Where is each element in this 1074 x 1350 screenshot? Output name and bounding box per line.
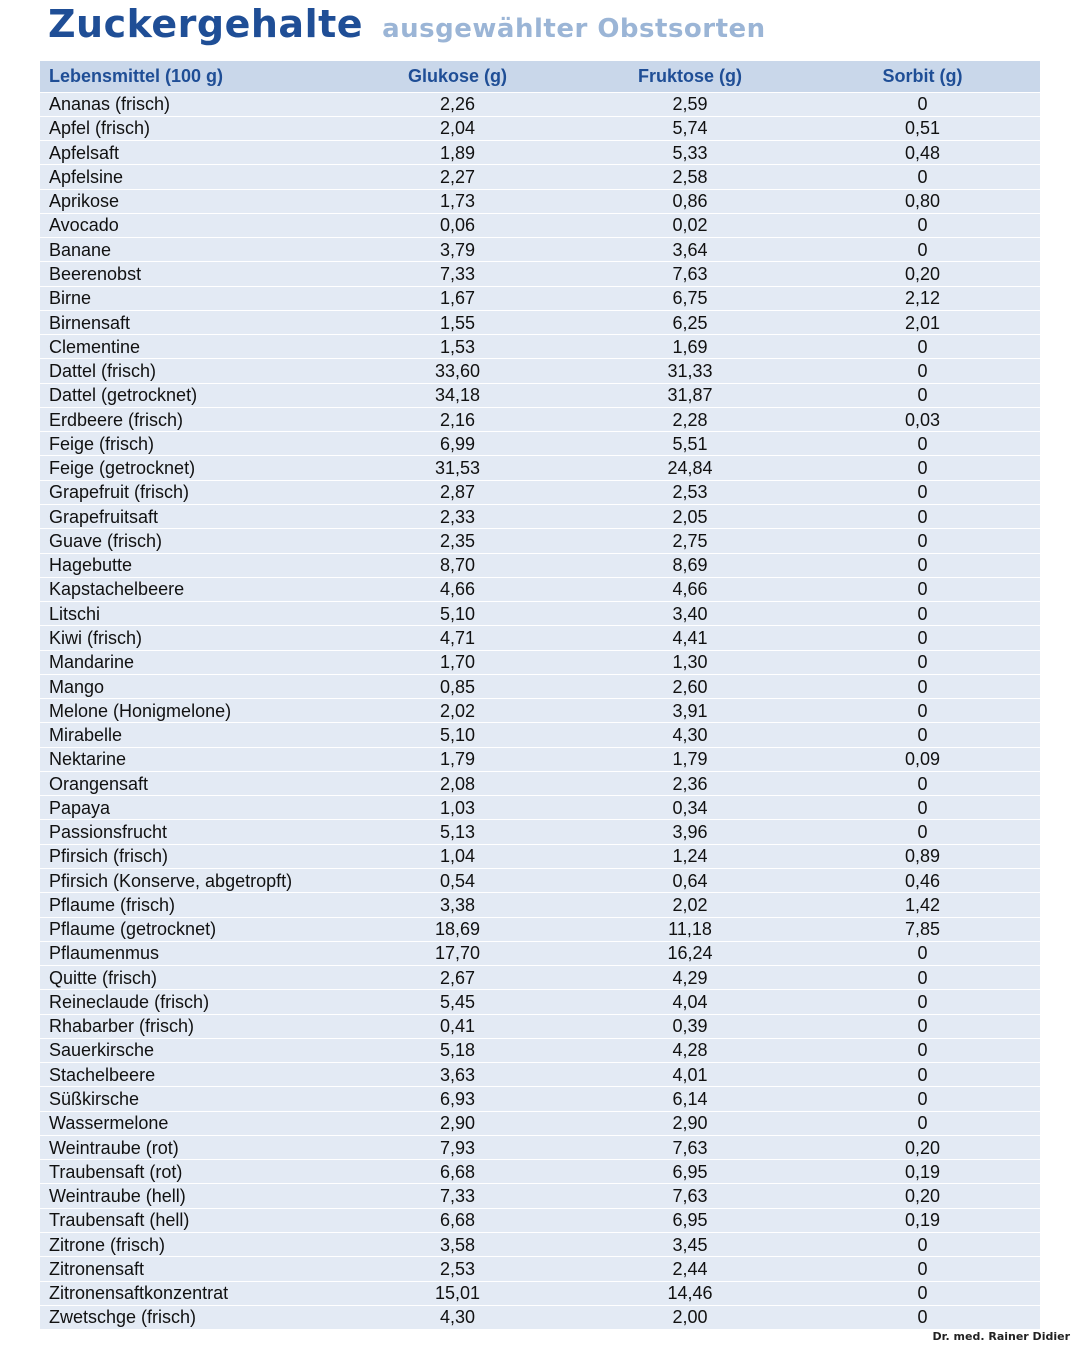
table-row [40,1305,1040,1329]
cell-glucose: 5,45 [340,990,575,1014]
cell-glucose: 1,73 [340,189,575,213]
cell-glucose: 2,16 [340,407,575,431]
cell-sorbitol: 0 [805,723,1040,747]
title-subtitle: ausgewählter Obstsorten [382,14,766,44]
cell-glucose: 0,06 [340,213,575,237]
cell-fructose: 4,66 [575,577,805,601]
cell-fructose: 31,87 [575,383,805,407]
cell-food: Zitronensaftkonzentrat [40,1281,340,1305]
cell-food: Ananas (frisch) [40,92,340,116]
cell-glucose: 4,30 [340,1305,575,1329]
author-credit: Dr. med. Rainer Didier [932,1330,1070,1343]
cell-glucose: 7,93 [340,1135,575,1159]
cell-fructose: 2,75 [575,529,805,553]
cell-sorbitol: 0 [805,553,1040,577]
cell-glucose: 1,70 [340,650,575,674]
cell-sorbitol: 1,42 [805,893,1040,917]
table-row [40,92,1040,116]
cell-sorbitol: 0 [805,213,1040,237]
cell-food: Traubensaft (rot) [40,1160,340,1184]
cell-sorbitol: 0 [805,456,1040,480]
table-row [40,213,1040,237]
cell-food: Avocado [40,213,340,237]
cell-glucose: 4,66 [340,577,575,601]
cell-sorbitol: 0 [805,480,1040,504]
cell-sorbitol: 0,19 [805,1208,1040,1232]
cell-glucose: 5,13 [340,820,575,844]
cell-food: Quitte (frisch) [40,966,340,990]
cell-food: Feige (frisch) [40,432,340,456]
cell-glucose: 5,10 [340,602,575,626]
table-row [40,359,1040,383]
cell-food: Kapstachelbeere [40,577,340,601]
table-row [40,480,1040,504]
cell-fructose: 3,64 [575,238,805,262]
table-row [40,1232,1040,1256]
table-row [40,262,1040,286]
cell-food: Mandarine [40,650,340,674]
cell-glucose: 5,10 [340,723,575,747]
table-row [40,1160,1040,1184]
cell-glucose: 2,33 [340,505,575,529]
table-row [40,1038,1040,1062]
cell-sorbitol: 0 [805,941,1040,965]
cell-food: Birne [40,286,340,310]
cell-food: Orangensaft [40,771,340,795]
cell-glucose: 5,18 [340,1038,575,1062]
table-row [40,917,1040,941]
cell-food: Grapefruit (frisch) [40,480,340,504]
cell-food: Litschi [40,602,340,626]
cell-sorbitol: 0 [805,1087,1040,1111]
cell-sorbitol: 0 [805,966,1040,990]
cell-glucose: 3,79 [340,238,575,262]
cell-fructose: 1,69 [575,335,805,359]
cell-sorbitol: 0 [805,577,1040,601]
cell-sorbitol: 0,48 [805,141,1040,165]
cell-fructose: 5,33 [575,141,805,165]
cell-food: Süßkirsche [40,1087,340,1111]
cell-fructose: 6,25 [575,310,805,334]
table-row [40,1014,1040,1038]
cell-sorbitol: 0 [805,1281,1040,1305]
cell-food: Grapefruitsaft [40,505,340,529]
page-title [48,2,766,50]
cell-food: Mirabelle [40,723,340,747]
cell-fructose: 8,69 [575,553,805,577]
cell-glucose: 2,08 [340,771,575,795]
cell-sorbitol: 0,09 [805,747,1040,771]
table-row [40,966,1040,990]
cell-fructose: 7,63 [575,262,805,286]
cell-fructose: 24,84 [575,456,805,480]
cell-sorbitol: 0 [805,602,1040,626]
cell-sorbitol: 0 [805,626,1040,650]
cell-sorbitol: 0,03 [805,407,1040,431]
cell-sorbitol: 0 [805,674,1040,698]
cell-fructose: 2,59 [575,92,805,116]
table-row [40,165,1040,189]
cell-fructose: 2,53 [575,480,805,504]
column-header-fructose: Fruktose (g) [575,61,805,92]
cell-fructose: 3,91 [575,699,805,723]
cell-food: Hagebutte [40,553,340,577]
header-row [40,61,1040,92]
cell-glucose: 1,55 [340,310,575,334]
cell-glucose: 8,70 [340,553,575,577]
cell-fructose: 3,40 [575,602,805,626]
table-row [40,1063,1040,1087]
cell-food: Melone (Honigmelone) [40,699,340,723]
table-row [40,383,1040,407]
cell-food: Dattel (frisch) [40,359,340,383]
cell-glucose: 6,99 [340,432,575,456]
cell-sorbitol: 0 [805,165,1040,189]
cell-food: Passionsfrucht [40,820,340,844]
cell-glucose: 2,04 [340,116,575,140]
cell-glucose: 1,67 [340,286,575,310]
cell-sorbitol: 0 [805,432,1040,456]
data-table [40,61,1040,1330]
table-row [40,1184,1040,1208]
sugar-content-table [40,61,1040,1330]
cell-fructose: 5,51 [575,432,805,456]
table-row [40,941,1040,965]
cell-fructose: 0,02 [575,213,805,237]
cell-food: Weintraube (hell) [40,1184,340,1208]
cell-sorbitol: 0,20 [805,1135,1040,1159]
cell-glucose: 2,35 [340,529,575,553]
cell-food: Wassermelone [40,1111,340,1135]
cell-glucose: 3,58 [340,1232,575,1256]
cell-fructose: 6,75 [575,286,805,310]
cell-fructose: 2,36 [575,771,805,795]
cell-food: Reineclaude (frisch) [40,990,340,1014]
table-row [40,116,1040,140]
cell-food: Apfelsaft [40,141,340,165]
cell-glucose: 2,26 [340,92,575,116]
table-row [40,432,1040,456]
table-header [40,61,1040,92]
cell-glucose: 6,93 [340,1087,575,1111]
table-row [40,1257,1040,1281]
cell-fructose: 31,33 [575,359,805,383]
cell-food: Rhabarber (frisch) [40,1014,340,1038]
cell-sorbitol: 0 [805,383,1040,407]
table-row [40,505,1040,529]
cell-glucose: 0,85 [340,674,575,698]
cell-sorbitol: 0 [805,796,1040,820]
cell-sorbitol: 0 [805,1232,1040,1256]
cell-fructose: 4,29 [575,966,805,990]
cell-glucose: 2,90 [340,1111,575,1135]
cell-glucose: 33,60 [340,359,575,383]
cell-fructose: 0,39 [575,1014,805,1038]
cell-fructose: 6,95 [575,1208,805,1232]
column-header-glucose: Glukose (g) [340,61,575,92]
table-row [40,626,1040,650]
table-row [40,796,1040,820]
cell-food: Pflaume (frisch) [40,893,340,917]
cell-fructose: 2,58 [575,165,805,189]
table-row [40,844,1040,868]
table-row [40,650,1040,674]
cell-food: Pfirsich (frisch) [40,844,340,868]
cell-sorbitol: 0 [805,1014,1040,1038]
cell-fructose: 4,41 [575,626,805,650]
cell-sorbitol: 0 [805,650,1040,674]
cell-food: Nektarine [40,747,340,771]
cell-sorbitol: 0,46 [805,869,1040,893]
table-row [40,456,1040,480]
cell-food: Weintraube (rot) [40,1135,340,1159]
cell-fructose: 14,46 [575,1281,805,1305]
cell-fructose: 0,86 [575,189,805,213]
cell-food: Zwetschge (frisch) [40,1305,340,1329]
table-row [40,310,1040,334]
table-row [40,553,1040,577]
cell-fructose: 2,44 [575,1257,805,1281]
table-row [40,674,1040,698]
table-row [40,723,1040,747]
cell-sorbitol: 0,51 [805,116,1040,140]
cell-food: Aprikose [40,189,340,213]
cell-glucose: 0,54 [340,869,575,893]
cell-fructose: 4,30 [575,723,805,747]
cell-sorbitol: 0,89 [805,844,1040,868]
column-header-sorbitol: Sorbit (g) [805,61,1040,92]
table-row [40,1208,1040,1232]
cell-sorbitol: 0,19 [805,1160,1040,1184]
table-row [40,577,1040,601]
table-row [40,141,1040,165]
cell-fructose: 2,05 [575,505,805,529]
cell-food: Papaya [40,796,340,820]
cell-fructose: 7,63 [575,1135,805,1159]
cell-glucose: 7,33 [340,262,575,286]
cell-food: Sauerkirsche [40,1038,340,1062]
cell-fructose: 0,64 [575,869,805,893]
cell-food: Erdbeere (frisch) [40,407,340,431]
title-main: Zuckergehalte [48,2,364,46]
cell-sorbitol: 0 [805,1257,1040,1281]
cell-sorbitol: 0 [805,505,1040,529]
cell-glucose: 2,53 [340,1257,575,1281]
cell-sorbitol: 0 [805,92,1040,116]
table-row [40,1281,1040,1305]
table-row [40,1087,1040,1111]
table-row [40,529,1040,553]
cell-glucose: 1,04 [340,844,575,868]
cell-sorbitol: 0 [805,1038,1040,1062]
cell-food: Pflaumenmus [40,941,340,965]
cell-food: Stachelbeere [40,1063,340,1087]
cell-food: Beerenobst [40,262,340,286]
cell-sorbitol: 0 [805,699,1040,723]
cell-fructose: 0,34 [575,796,805,820]
table-row [40,990,1040,1014]
cell-food: Zitrone (frisch) [40,1232,340,1256]
cell-fructose: 4,04 [575,990,805,1014]
cell-sorbitol: 0 [805,529,1040,553]
table-row [40,335,1040,359]
table-row [40,407,1040,431]
cell-sorbitol: 0 [805,771,1040,795]
cell-fructose: 1,30 [575,650,805,674]
table-row [40,286,1040,310]
cell-fructose: 2,28 [575,407,805,431]
table-row [40,869,1040,893]
cell-glucose: 34,18 [340,383,575,407]
table-row [40,747,1040,771]
cell-fructose: 4,01 [575,1063,805,1087]
cell-glucose: 0,41 [340,1014,575,1038]
cell-glucose: 15,01 [340,1281,575,1305]
table-row [40,1135,1040,1159]
cell-sorbitol: 0,20 [805,1184,1040,1208]
cell-sorbitol: 0 [805,238,1040,262]
cell-fructose: 2,90 [575,1111,805,1135]
table-row [40,699,1040,723]
table-row [40,189,1040,213]
cell-sorbitol: 0 [805,820,1040,844]
cell-food: Traubensaft (hell) [40,1208,340,1232]
cell-sorbitol: 0 [805,1305,1040,1329]
cell-glucose: 1,89 [340,141,575,165]
cell-food: Pflaume (getrocknet) [40,917,340,941]
cell-glucose: 4,71 [340,626,575,650]
cell-food: Birnensaft [40,310,340,334]
cell-sorbitol: 7,85 [805,917,1040,941]
cell-food: Zitronensaft [40,1257,340,1281]
table-row [40,820,1040,844]
cell-sorbitol: 0 [805,335,1040,359]
cell-food: Apfelsine [40,165,340,189]
cell-fructose: 1,79 [575,747,805,771]
cell-glucose: 1,79 [340,747,575,771]
cell-food: Guave (frisch) [40,529,340,553]
table-row [40,238,1040,262]
cell-glucose: 6,68 [340,1208,575,1232]
cell-food: Kiwi (frisch) [40,626,340,650]
cell-glucose: 2,87 [340,480,575,504]
cell-fructose: 2,00 [575,1305,805,1329]
cell-food: Clementine [40,335,340,359]
cell-glucose: 1,53 [340,335,575,359]
cell-food: Pfirsich (Konserve, abgetropft) [40,869,340,893]
cell-food: Dattel (getrocknet) [40,383,340,407]
cell-fructose: 3,45 [575,1232,805,1256]
cell-glucose: 2,67 [340,966,575,990]
cell-food: Feige (getrocknet) [40,456,340,480]
cell-fructose: 7,63 [575,1184,805,1208]
cell-fructose: 1,24 [575,844,805,868]
cell-glucose: 17,70 [340,941,575,965]
cell-glucose: 2,27 [340,165,575,189]
table-row [40,893,1040,917]
cell-fructose: 2,60 [575,674,805,698]
cell-glucose: 3,38 [340,893,575,917]
cell-sorbitol: 0,20 [805,262,1040,286]
cell-glucose: 7,33 [340,1184,575,1208]
table-body [40,92,1040,1330]
cell-fructose: 11,18 [575,917,805,941]
cell-glucose: 6,68 [340,1160,575,1184]
cell-fructose: 6,14 [575,1087,805,1111]
cell-sorbitol: 2,12 [805,286,1040,310]
cell-food: Mango [40,674,340,698]
cell-sorbitol: 2,01 [805,310,1040,334]
cell-fructose: 6,95 [575,1160,805,1184]
cell-fructose: 3,96 [575,820,805,844]
cell-sorbitol: 0 [805,1111,1040,1135]
cell-sorbitol: 0 [805,990,1040,1014]
column-header-food: Lebensmittel (100 g) [40,61,340,92]
cell-fructose: 16,24 [575,941,805,965]
cell-fructose: 4,28 [575,1038,805,1062]
cell-glucose: 3,63 [340,1063,575,1087]
table-row [40,602,1040,626]
cell-sorbitol: 0,80 [805,189,1040,213]
cell-sorbitol: 0 [805,359,1040,383]
cell-glucose: 1,03 [340,796,575,820]
table-row [40,771,1040,795]
cell-fructose: 2,02 [575,893,805,917]
cell-fructose: 5,74 [575,116,805,140]
cell-glucose: 31,53 [340,456,575,480]
cell-sorbitol: 0 [805,1063,1040,1087]
table-row [40,1111,1040,1135]
cell-food: Apfel (frisch) [40,116,340,140]
cell-glucose: 18,69 [340,917,575,941]
cell-food: Banane [40,238,340,262]
cell-glucose: 2,02 [340,699,575,723]
